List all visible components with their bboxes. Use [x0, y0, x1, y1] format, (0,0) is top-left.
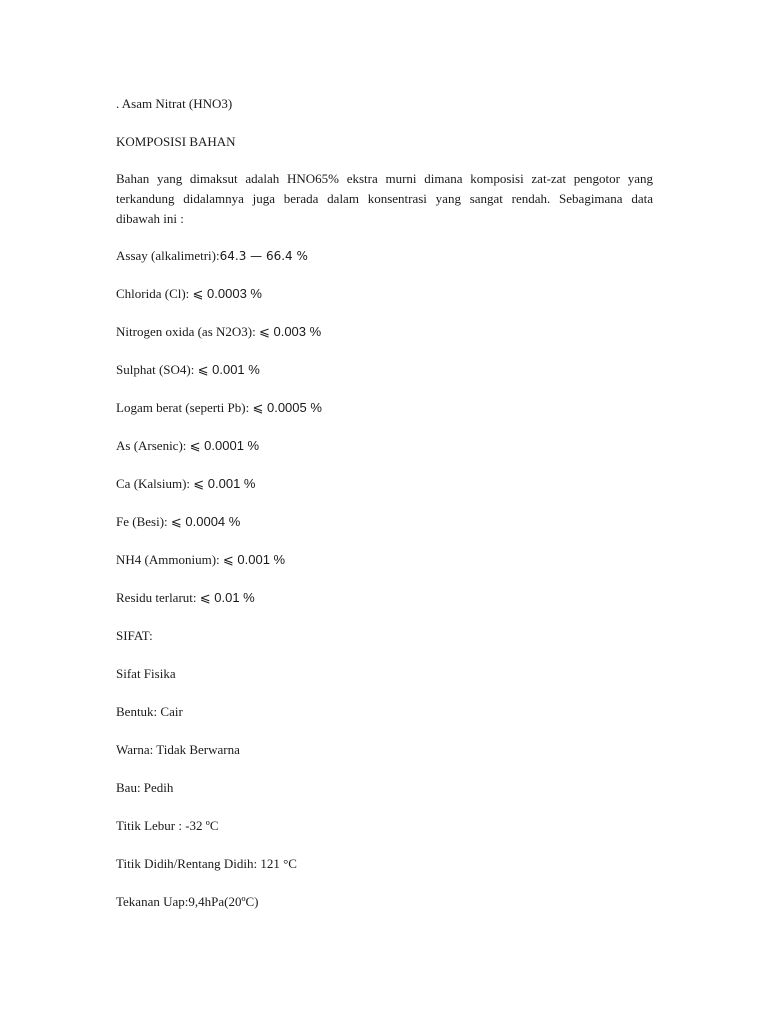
composition-label: As (Arsenic): — [116, 438, 187, 453]
composition-label: Fe (Besi): — [116, 514, 168, 529]
composition-value: ⩽ 0.001 % — [197, 362, 260, 377]
composition-item-arsenic — [116, 438, 259, 454]
property-titik-lebur: Titik Lebur : -32 ºC — [116, 818, 219, 833]
composition-value: ⩽ 0.003 % — [258, 324, 322, 339]
property-warna: Warna: Tidak Berwarna — [116, 742, 240, 757]
composition-item-sulphat — [116, 362, 260, 378]
composition-item-assay — [116, 248, 308, 264]
composition-item-chlorida — [116, 286, 262, 302]
composition-item-logam-berat — [116, 400, 322, 416]
composition-value: ⩽ 0.001 % — [222, 552, 286, 567]
composition-label: Chlorida (Cl): — [116, 286, 190, 301]
property-titik-didih: Titik Didih/Rentang Didih: 121 °C — [116, 856, 297, 871]
composition-item-ammonium — [116, 552, 285, 568]
intro-line: Bahan yang dimaksut adalah HNO65% ekstra murni dimana komposisi zat-zat pengotor yang — [116, 171, 653, 186]
composition-label: Sulphat (SO4): — [116, 362, 195, 377]
intro-line: terkandung didalamnya juga berada dalam konsentrasi yang sangat rendah. Sebagimana data — [116, 191, 653, 206]
composition-label: Assay (alkalimetri): — [116, 248, 220, 263]
composition-label: NH4 (Ammonium): — [116, 552, 220, 567]
composition-item-residu — [116, 590, 255, 606]
document-heading: . Asam Nitrat (HNO3) — [116, 96, 233, 111]
composition-label: Ca (Kalsium): — [116, 476, 191, 491]
composition-label: Residu terlarut: — [116, 590, 197, 605]
composition-value: ⩽ 0.0003 % — [192, 286, 262, 301]
composition-label: Logam berat (seperti Pb): — [116, 400, 250, 415]
property-bentuk: Bentuk: Cair — [116, 704, 183, 719]
composition-item-nitrogen-oxida — [116, 324, 321, 340]
composition-item-besi — [116, 514, 240, 530]
section-title-komposisi: KOMPOSISI BAHAN — [116, 134, 236, 149]
composition-value: 64.3 — 66.4 % — [219, 249, 308, 263]
intro-line: dibawah ini : — [116, 211, 184, 226]
section-title-sifat: SIFAT: — [116, 628, 153, 643]
intro-paragraph — [116, 169, 653, 229]
composition-value: ⩽ 0.001 % — [193, 476, 256, 491]
composition-value: ⩽ 0.01 % — [199, 590, 255, 605]
composition-value: ⩽ 0.0004 % — [170, 514, 241, 529]
composition-label: Nitrogen oxida (as N2O3): — [116, 324, 256, 339]
composition-item-kalsium — [116, 476, 255, 492]
property-tekanan-uap: Tekanan Uap:9,4hPa(20ºC) — [116, 894, 259, 909]
property-bau: Bau: Pedih — [116, 780, 174, 795]
composition-value: ⩽ 0.0005 % — [252, 400, 322, 415]
composition-value: ⩽ 0.0001 % — [189, 438, 260, 453]
subsection-title-sifat-fisika: Sifat Fisika — [116, 666, 176, 681]
